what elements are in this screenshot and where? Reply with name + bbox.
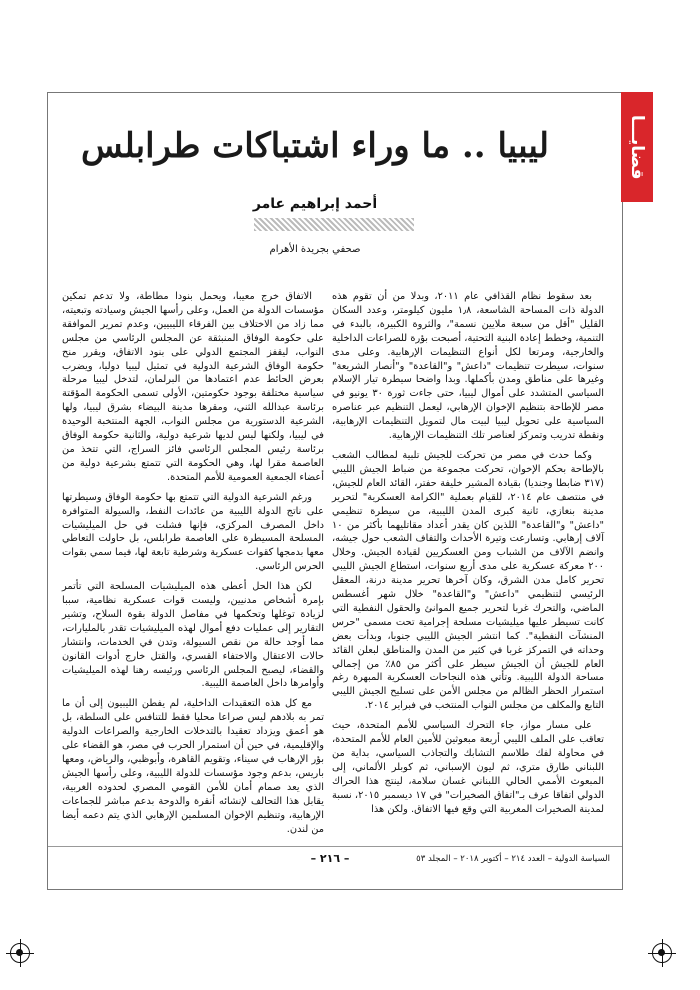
paragraph: على مسار مواز، جاء التحرك السياسي للأمم المتحدة، حيث تعاقب على الملف الليبي أربعة مبعوثين للأمين العام للأمم المتحدة، في محاولة لفك طلاسم التشابك والتجاذب السياسي، بداية من اللبناني طارق متري، ثم ليون الإسباني، ثم كوبلر الألماني، إلى المبعوث الأممي الحالي اللبناني غسان سلامة، لينتج هذا الحراك الدولي اتفاقا عرف بـ"اتفاق الصخيرات" في ١٧ ديسمبر ٢٠١٥، نسبة لمدينة الصخيرات المغربية التي وقع فيها الاتفاق. ولكن هذا	[332, 720, 605, 815]
title-divider	[254, 218, 414, 231]
paragraph: الاتفاق خرج معيبا، ويحمل بنودا مطاطة، ولا تدعم تمكين مؤسسات الدولة من العمل، وعلى رأسها الجيش وسيادته وتبعيته، مما زاد من الاختلاف بين الفرقاء الليبيين، وعدم تمرير الموافقة على حكومة الوفاق المنبثقة عن المجلس الرئاسي من مجلس النواب، ليقفز المجتمع الدولي على بنود الاتفاق، ويقرر منح حكومة الوفاق الشرعية الدولية في تمثيل ليبيا دوليا، ويضرب بعرض الحائط عدم اعتمادها من البرلمان، لتدخل ليبيا مرحلة سياسية مختلفة بوجود حكومتين، الأولى تسمى الحكومة المؤقتة برئاسة عبدالله الثني، ومقرها مدينة البيضاء بشرق ليبيا، ولها الشرعية الدستورية من مجلس النواب، الجهة المنتخبة الوحيدة في ليبيا، ولكنها ليس لديها شرعية دولية، والثانية حكومة الوفاق برئاسة رئيس المجلس الرئاسي فائز السراج، التي تتخذ من العاصمة مقرا لها، وهي الحكومة التي تتمتع بشرعية دولية من أعضاء الجمعية العمومية للأمم المتحدة.	[62, 291, 324, 483]
author-bio: صحفي بجريدة الأهرام	[269, 244, 361, 255]
page-number: – ٢١٦ –	[310, 852, 350, 865]
journal-info: السياسة الدولية – العدد ٢١٤ – أكتوبر ٢٠١٨ – المجلد ٥٣	[416, 854, 610, 864]
column-right	[332, 290, 604, 823]
author-name: أحمد إبراهيم عامر	[252, 196, 378, 212]
registration-mark-icon	[10, 943, 30, 963]
column-left	[62, 290, 324, 842]
paragraph: لكن هذا الحل أعطى هذه الميليشيات المسلحة التي تأتمر بإمرة أشخاص مدنيين، وليست قوات عسكرية نظامية، سببا لزيادة توغلها وتحكمها في مفاصل الدولة بقوة السلاح، وتشير التقارير إلى عمليات دفع أموال لهذه الميليشيات تقدر بالمليارات، مما أوجد حالة من نقص السيولة، وتدن في الخدمات، وانتشار حالات الاعتقال والاختفاء القسري، والقتل خارج أدوات القانون والقضاء، ليصبح المجلس الرئاسي ورئيسه رهنا لهذه الميليشيات وأوامرها داخل العاصمة الليبية.	[62, 581, 324, 690]
article-title: ليبيا .. ما وراء اشتباكات طرابلس	[81, 126, 549, 166]
paragraph: بعد سقوط نظام القذافي عام ٢٠١١، وبدلا من أن تقوم هذه الدولة ذات المساحة الشاسعة، ١٫٨ مليون كيلومتر، وعدد السكان القليل "أقل من سبعة ملايين نسمة"، والثروة الكبيرة، بالبدء في التنمية، وخطط إعادة البنية التحتية، أصبحت بؤرة للصراعات الداخلية والخارجية، ومرتعا لكل أنواع التنظيمات الإرهابية. وعلى مدى سنوات، سيطرت تنظيمات "داعش" و"القاعدة" و"أنصار الشريعة" وغيرها على مناطق ومدن بأكملها. وبدا واضحا سيطرة تيار الإسلام السياسي المتشدد على أموال ليبيا، حتى جاءت ثورة ٣٠ يونيو في مصر للإطاحة بتنظيم الإخوان الإرهابي، ليعمل التنظيم عبر عناصره السياسية على تحويل ليبيا لبيت مال لتمويل التنظيمات الإرهابية، ونقطة تدريب وتمركز لعناصر تلك التنظيمات الإرهابية.	[332, 291, 605, 442]
paragraph: وكما حدث في مصر من تحركت للجيش تلبية لمطالب الشعب بالإطاحة بحكم الإخوان، تحركت مجموعة من ضباط الجيش الليبي (٣١٧ ضابطا وجنديا) بقيادة المشير خليفة حفتر، القائد العام للجيش، في منتصف عام ٢٠١٤، للقيام بعملية "الكرامة العسكرية" لتحرير مدينة بنغازي، ثانية كبرى المدن الليبية، من سيطرة تنظيمي "داعش" و"القاعدة" اللذين كان يقدر أعداد مقاتليهما بأكثر من ١٠ آلاف إرهابي. وتسارعت وتيرة الأحداث والتفاف الشعب حول جيشه، وانضم الآلاف من الشباب ومن العسكريين لقيادة الجيش. وخلال ٢٠٠ معركة عسكرية على مدى أربع سنوات، استطاع الجيش الليبي تحرير كامل مدن الشرق، وكان آخرها تحرير مدينة درنة، المعقل الرئيسي لتنظيمي "داعش" و"القاعدة" خلال شهر أغسطس الماضي، والتحرك غربا لتحرير جميع الموانئ والحقول النفطية التي كانت تسيطر عليها ميليشيات مسلحة إجرامية تحت مسمى "حرس المنشآت النفطية". كما انتشر الجيش الليبي جنوبا، وبدأت بعض وحداته في التمركز غربا في كثير من المدن والمناطق لبعلن القائد العام للجيش أن الجيش سيطر على أكثر من ٨٥٪ من إجمالي مساحة الدولة الليبية. وتأتي هذه النجاحات العسكرية المبهرة رغم استمرار الحظر الظالم من مجلس الأمن على تسليح الجيش الليبي التابع والمكلف من مجلس النواب المنتخب في فبراير ٢٠١٤.	[332, 449, 604, 712]
footer-rule	[48, 846, 622, 847]
paragraph: مع كل هذه التعقيدات الداخلية، لم يفطن الليبيون إلى أن ما تمر به بلادهم ليس صراعا محليا فقط للتنافس على السلطة، بل هو أعمق ويزداد تعقيدا بالتدخلات الخارجية والصراعات الدولية والإقليمية، في حين أن استمرار الحرب في مصر، هو القضاء على بؤر الإرهاب في سيناء، وتقويم القاهرة، وأبوظبي، والرياض، ومعها باريس، بدعم وجود مؤسسات للدولة الليبية، وعلى رأسها الجيش الذي يعد صمام أمان للأمن القومي المصري لحدوده الغربية، يقابل هذا التحالف لإنشائه أنقرة والدوحة بدعم مباشر للجماعات الإرهابية، وتنظيم الإخوان المسلمين الإرهابي الذي يتم دعمه أيضا من لندن.	[62, 698, 324, 835]
registration-mark-icon	[652, 943, 672, 963]
section-label: قضايـــا	[627, 114, 647, 180]
paragraph: ورغم الشرعية الدولية التي تتمتع بها حكومة الوفاق وسيطرتها على ناتج الدولة الليبية من عائدات النفط، والسيولة المتوافرة داخل المصرف المركزي، فإنها فشلت في حل الميليشيات المسلحة المسيطرة على العاصمة طرابلس، بل حاولت التعاطي معها بدمجها كقوات عسكرية وشرطية تابعة لها، فيما سمي بقوات الحرس الرئاسي.	[62, 491, 324, 573]
section-tab	[621, 92, 653, 202]
